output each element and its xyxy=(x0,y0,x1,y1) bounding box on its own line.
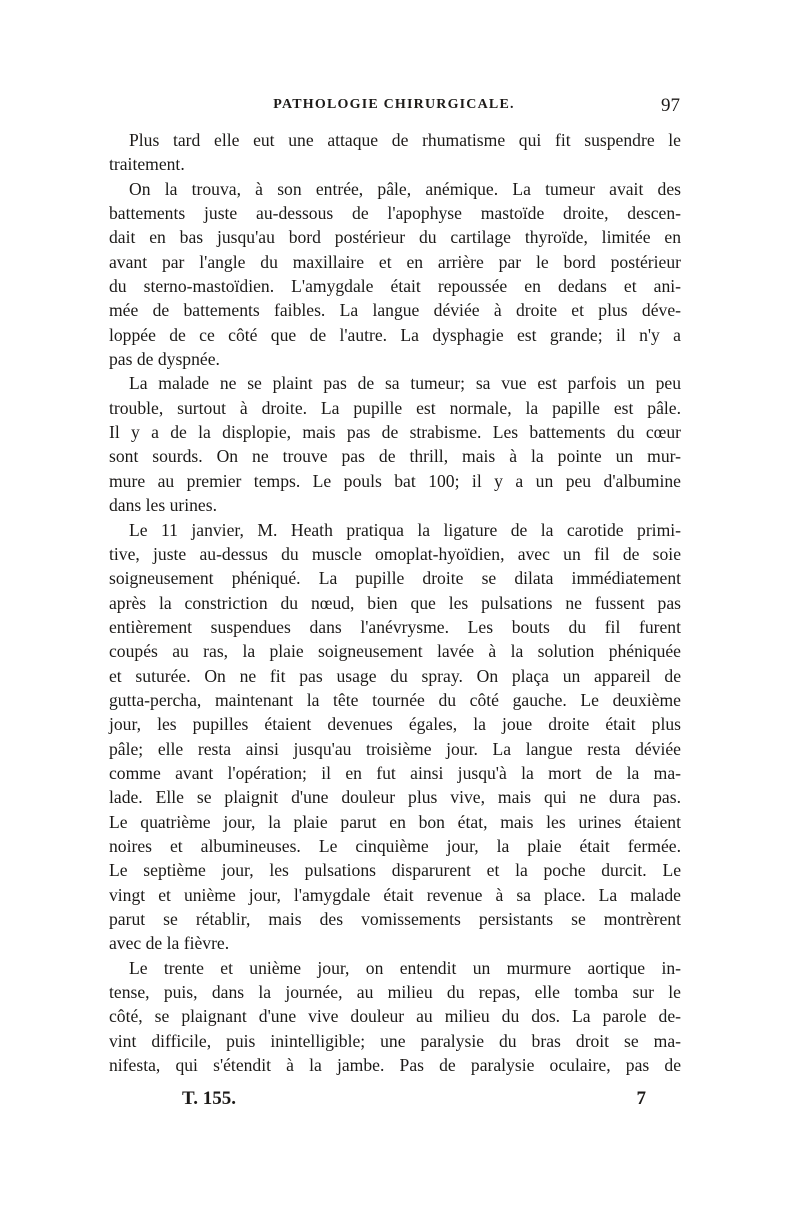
text-line: et suturée. On ne fit pas usage du spray. On plaça un appareil de xyxy=(109,665,681,686)
text-line: La malade ne se plaint pas de sa tumeur; sa vue est parfois un peu xyxy=(129,373,681,394)
text-line: On la trouva, à son entrée, pâle, anémique. La tumeur avait des xyxy=(129,178,681,199)
page-number: 97 xyxy=(661,95,680,116)
text-line: Le 11 janvier, M. Heath pratiqua la ligature de la carotide primi- xyxy=(129,519,681,540)
running-title: PATHOLOGIE CHIRURGICALE. xyxy=(273,97,515,112)
sheet-number: 7 xyxy=(636,1088,646,1109)
text-line: sont sourds. On ne trouve pas de thrill, mais à la pointe un mur- xyxy=(109,446,681,467)
text-line: battements juste au-dessous de l'apophyse mastoïde droite, descen- xyxy=(109,203,681,224)
text-line: pas de dyspnée. xyxy=(109,349,220,370)
text-line: parut se rétablir, mais des vomissements persistants se montrèrent xyxy=(109,909,681,929)
page-footer xyxy=(108,1088,680,1116)
text-line: Le trente et unième jour, on entendit un murmure aortique in- xyxy=(129,957,681,978)
signature-mark: T. 155. xyxy=(182,1088,237,1109)
text-line: dait en bas jusqu'au bord postérieur du cartilage thyroïde, limitée en xyxy=(109,227,681,248)
text-line: Il y a de la displopie, mais pas de strabisme. Les battements du cœur xyxy=(109,422,681,443)
text-line: Le septième jour, les pulsations disparurent et la poche durcit. Le xyxy=(109,860,681,881)
text-line: soigneusement phéniqué. La pupille droite se dilata immédiatement xyxy=(109,568,681,589)
text-line: gutta-percha, maintenant la tête tournée du côté gauche. Le deuxième xyxy=(109,689,681,710)
text-line: mée de battements faibles. La langue déviée à droite et plus déve- xyxy=(109,300,681,321)
text-line: jour, les pupilles étaient devenues égales, la joue droite était plus xyxy=(109,714,681,735)
text-line: tive, juste au-dessus du muscle omoplat-hyoïdien, avec un fil de soie xyxy=(109,543,681,564)
text-line: après la constriction du nœud, bien que les pulsations ne fussent pas xyxy=(109,592,681,613)
text-line: coupés au ras, la plaie soigneusement lavée à la solution phéniquée xyxy=(109,641,681,662)
text-line: côté, se plaignant d'une vive douleur au milieu du dos. La parole de- xyxy=(109,1006,681,1027)
text-line: lade. Elle se plaignit d'une douleur plus vive, mais qui ne dura pas. xyxy=(109,787,681,808)
text-line: traitement. xyxy=(109,154,185,175)
text-line: avec de la fièvre. xyxy=(109,933,230,954)
body-text xyxy=(109,128,681,1077)
text-line: Plus tard elle eut une attaque de rhumatisme qui fit suspendre le xyxy=(129,130,681,150)
text-line: Le quatrième jour, la plaie parut en bon état, mais les urines étaient xyxy=(109,811,681,832)
text-line: entièrement suspendues dans l'anévrysme. Les bouts du fil furent xyxy=(109,616,681,637)
text-line: dans les urines. xyxy=(109,495,217,516)
text-line: avant par l'angle du maxillaire et en arrière par le bord postérieur xyxy=(109,251,681,272)
text-line: vint difficile, puis inintelligible; une paralysie du bras droit se ma- xyxy=(109,1030,681,1051)
text-line: trouble, surtout à droite. La pupille est normale, la papille est pâle. xyxy=(109,397,681,418)
text-line: mure au premier temps. Le pouls bat 100; il y a un peu d'albumine xyxy=(109,470,681,491)
text-line: pâle; elle resta ainsi jusqu'au troisième jour. La langue resta déviée xyxy=(109,738,681,759)
text-line: loppée de ce côté que de l'autre. La dysphagie est grande; il n'y a xyxy=(109,324,681,345)
text-line: comme avant l'opération; il en fut ainsi jusqu'à la mort de la ma- xyxy=(109,762,681,783)
running-head xyxy=(108,95,680,119)
text-line: vingt et unième jour, l'amygdale était revenue à sa place. La malade xyxy=(109,884,681,905)
text-line: du sterno-mastoïdien. L'amygdale était repoussée en dedans et ani- xyxy=(109,276,681,297)
text-line: noires et albumineuses. Le cinquième jour, la plaie était fermée. xyxy=(109,835,681,856)
text-line: tense, puis, dans la journée, au milieu du repas, elle tomba sur le xyxy=(109,982,681,1003)
text-line: nifesta, qui s'étendit à la jambe. Pas de paralysie oculaire, pas de xyxy=(109,1055,681,1076)
